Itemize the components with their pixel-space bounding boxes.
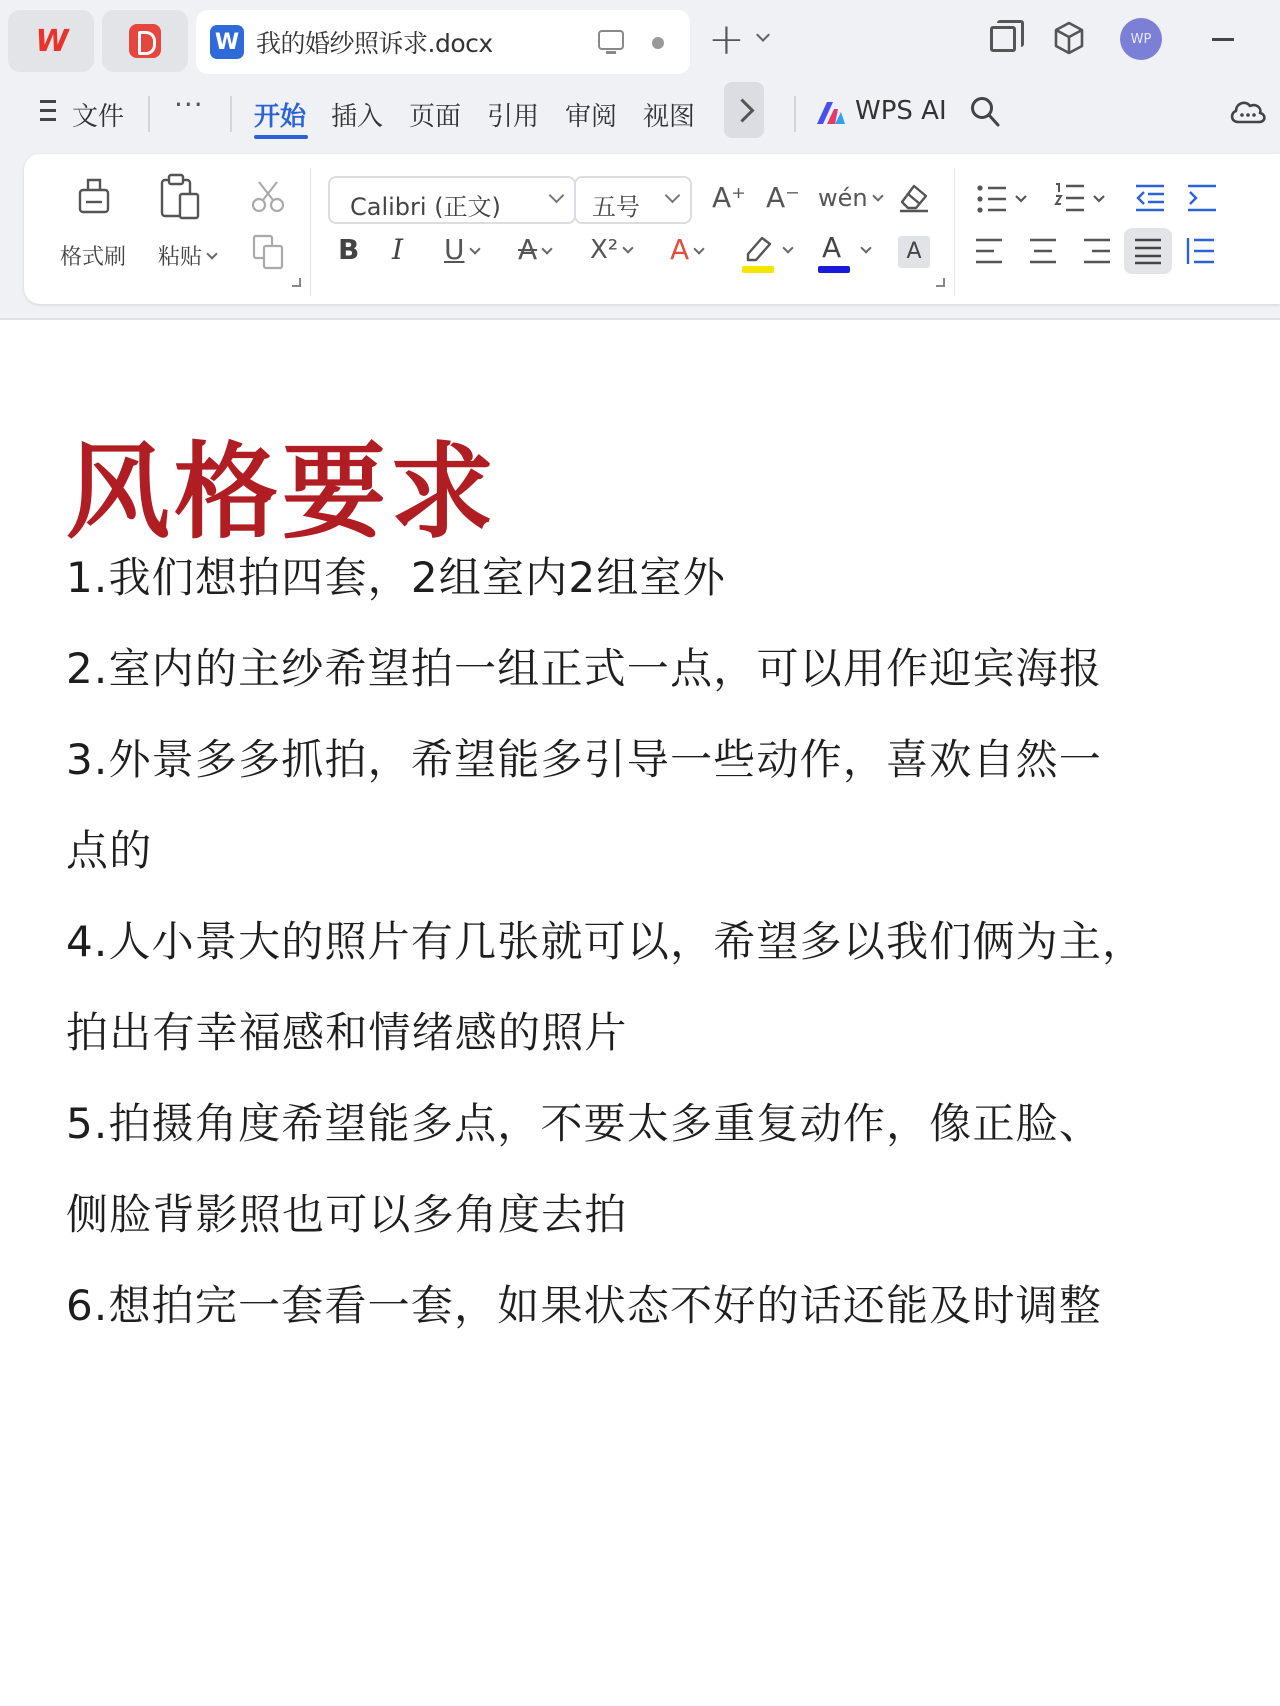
align-right-icon[interactable] <box>1082 236 1112 266</box>
underline-button[interactable]: U <box>444 234 479 266</box>
font-name-select[interactable]: Calibri (正文) <box>328 176 576 224</box>
font-dialog-launcher[interactable] <box>936 278 945 287</box>
document-line: 4.人小景大的照片有几张就可以，希望多以我们俩为主， <box>66 917 1146 966</box>
tab-page[interactable]: 页面 <box>409 102 462 132</box>
decrease-indent-icon[interactable] <box>1134 182 1166 214</box>
cube-icon[interactable] <box>1053 20 1085 56</box>
more-menu-button[interactable]: ··· <box>174 88 204 121</box>
chevron-down-icon[interactable] <box>756 28 770 42</box>
document-line: 2.室内的主纱希望拍一组正式一点，可以用作迎宾海报 <box>66 644 1103 693</box>
document-line: 5.拍摄角度希望能多点，不要太多重复动作，像正脸、 <box>66 1099 1103 1148</box>
text-effect-button[interactable]: A <box>670 234 703 266</box>
paste-icon[interactable] <box>158 172 204 222</box>
font-color-button[interactable]: A <box>818 232 878 276</box>
font-size-select[interactable]: 五号 <box>574 176 692 224</box>
document-line: 1.我们想拍四套，2组室内2组室外 <box>66 553 726 602</box>
cloud-sync-icon[interactable] <box>1228 96 1268 126</box>
wps-ai-button[interactable]: WPS AI <box>855 96 947 126</box>
bold-button[interactable]: B <box>338 233 360 266</box>
ribbon <box>24 154 1280 304</box>
paste-label[interactable]: 粘贴 <box>158 240 216 271</box>
tab-home[interactable]: 开始 <box>254 102 307 132</box>
menu-file[interactable]: 文件 <box>72 102 125 132</box>
clipboard-dialog-launcher[interactable] <box>292 278 301 287</box>
shrink-font-button[interactable]: A⁻ <box>766 181 800 214</box>
format-painter-icon[interactable] <box>74 176 114 220</box>
menu-divider <box>148 96 150 132</box>
highlight-color-button[interactable] <box>742 232 802 276</box>
document-line: 拍出有幸福感和情绪感的照片 <box>66 1008 628 1057</box>
ribbon-area <box>0 150 1280 320</box>
ribbon-separator <box>310 168 311 296</box>
document-line: 3.外景多多抓拍，希望能多引导一些动作，喜欢自然一 <box>66 735 1103 784</box>
character-shading-button[interactable]: A <box>898 236 930 268</box>
grow-font-button[interactable]: A⁺ <box>712 181 746 214</box>
tab-insert[interactable]: 插入 <box>331 102 384 132</box>
document-body <box>66 532 1256 1351</box>
document-tab[interactable] <box>196 10 690 74</box>
wps-home-button[interactable] <box>8 10 94 72</box>
increase-indent-icon[interactable] <box>1186 182 1218 214</box>
document-tab-title: 我的婚纱照诉求.docx <box>256 29 493 58</box>
hamburger-menu-icon[interactable] <box>40 100 56 122</box>
menu-divider <box>230 96 232 132</box>
font-color-swatch <box>818 266 850 273</box>
title-bar <box>0 0 1280 80</box>
ribbon-separator <box>954 168 955 296</box>
strikethrough-button[interactable]: A <box>518 234 551 266</box>
align-left-icon[interactable] <box>974 236 1004 266</box>
document-line: 侧脸背影照也可以多角度去拍 <box>66 1190 628 1239</box>
user-avatar[interactable]: WP <box>1120 18 1162 60</box>
wps-ai-icon <box>815 100 847 126</box>
pdf-logo-icon <box>129 24 161 58</box>
menu-bar <box>0 80 1280 150</box>
document-page[interactable] <box>0 322 1280 1706</box>
tab-review[interactable]: 审阅 <box>565 102 618 132</box>
tabs-scroll-right-button[interactable] <box>724 82 764 138</box>
document-heading: 风格要求 <box>66 430 499 553</box>
align-center-icon[interactable] <box>1028 236 1058 266</box>
italic-button[interactable]: I <box>392 233 404 266</box>
chevron-down-icon <box>549 188 565 204</box>
search-icon[interactable] <box>970 96 1000 128</box>
unsaved-dot-icon[interactable] <box>652 37 664 49</box>
tab-view[interactable]: 视图 <box>643 102 696 132</box>
active-tab-indicator <box>254 135 308 139</box>
format-painter-label[interactable]: 格式刷 <box>60 245 127 270</box>
justify-button[interactable] <box>1124 228 1172 274</box>
superscript-button[interactable]: X² <box>590 234 632 266</box>
monitor-icon[interactable] <box>598 30 624 50</box>
document-line: 点的 <box>66 826 153 875</box>
chevron-down-icon <box>665 188 681 204</box>
align-justify-icon <box>1133 236 1163 266</box>
bullet-list-icon[interactable] <box>976 184 1032 214</box>
highlight-color-swatch <box>742 266 774 273</box>
new-tab-button[interactable]: + <box>708 14 745 65</box>
pdf-app-button[interactable] <box>102 10 188 72</box>
wps-logo-icon: W <box>35 23 67 59</box>
window-restore-icon[interactable] <box>990 26 1016 52</box>
word-doc-icon: W <box>210 25 244 59</box>
clear-format-eraser-icon[interactable] <box>896 180 932 214</box>
cut-icon[interactable] <box>250 180 286 214</box>
distributed-align-icon[interactable] <box>1186 236 1216 266</box>
copy-icon[interactable] <box>252 234 286 270</box>
minimize-icon[interactable] <box>1212 38 1234 41</box>
highlighter-icon <box>742 232 776 266</box>
numbered-list-icon[interactable] <box>1054 182 1110 214</box>
pinyin-guide-button[interactable]: wén <box>818 182 882 214</box>
document-line: 6.想拍完一套看一套，如果状态不好的话还能及时调整 <box>66 1281 1103 1330</box>
tab-reference[interactable]: 引用 <box>487 102 540 132</box>
menu-divider <box>794 96 796 132</box>
